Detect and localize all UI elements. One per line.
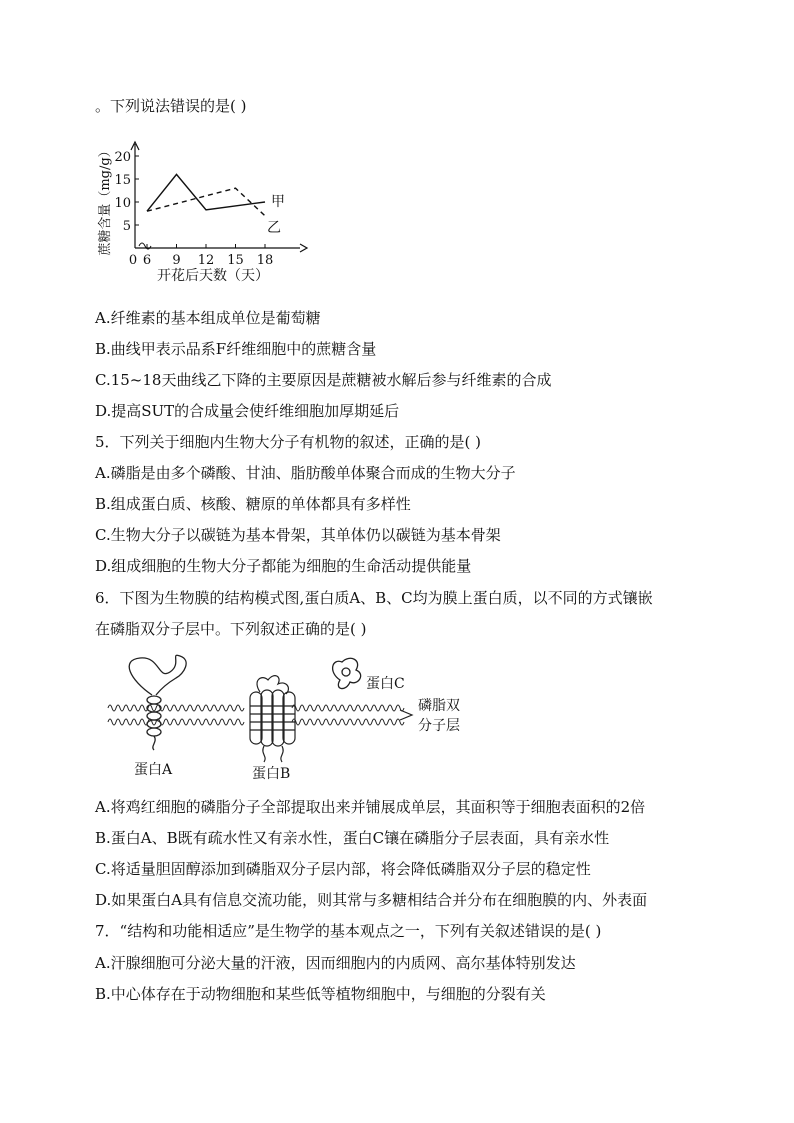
x-tick-label-0: 0 xyxy=(128,253,138,268)
q4-stem: 。下列说法错误的是( ) xyxy=(95,97,247,115)
q4-option-c: C.15~18天曲线乙下降的主要原因是蔗糖被水解后参与纤维素的合成 xyxy=(95,371,552,389)
q5-option-c: C.生物大分子以碳链为基本骨架，其单体仍以碳链为基本骨架 xyxy=(95,526,501,544)
bilayer-top-row-left xyxy=(108,705,244,711)
series-label-yi: 乙 xyxy=(267,219,281,236)
series-yi-line xyxy=(147,188,265,216)
x-tick-label-12: 12 xyxy=(197,253,215,268)
sucrose-chart xyxy=(95,138,310,283)
q5-option-b: B.组成蛋白质、核酸、糖原的单体都具有多样性 xyxy=(95,495,411,513)
x-axis-label: 开花后天数（天） xyxy=(157,268,269,283)
x-axis-arrow xyxy=(300,244,307,252)
q6-option-b: B.蛋白A、B既有疏水性又有亲水性，蛋白C镶在磷脂分子层表面，具有亲水性 xyxy=(95,829,610,847)
label-bilayer-line-1: 磷脂双 xyxy=(418,698,460,714)
q6-option-c: C.将适量胆固醇添加到磷脂双分子层内部，将会降低磷脂双分子层的稳定性 xyxy=(95,860,591,878)
protein-b xyxy=(250,676,295,762)
x-tick-label-6: 6 xyxy=(142,253,152,268)
q5-option-a: A.磷脂是由多个磷酸、甘油、脂肪酸单体聚合而成的生物大分子 xyxy=(95,464,516,482)
label-protein-b: 蛋白B xyxy=(252,766,291,782)
y-tick-label-5: 5 xyxy=(122,219,131,234)
q6-stem-line-1: 6．下图为生物膜的结构模式图,蛋白质A、B、C均为膜上蛋白质，以不同的方式镶嵌 xyxy=(95,589,653,607)
q6-stem-line-2: 在磷脂双分子层中。下列叙述正确的是( ) xyxy=(95,620,367,638)
series-label-jia: 甲 xyxy=(271,194,285,210)
bilayer-pointer-arrow xyxy=(400,710,412,720)
bilayer-top-row-right xyxy=(292,705,404,711)
q7-stem: 7．“结构和功能相适应”是生物学的基本观点之一，下列有关叙述错误的是( ) xyxy=(95,922,602,940)
x-tick-label-18: 18 xyxy=(256,253,274,268)
x-tick-label-9: 9 xyxy=(172,253,181,268)
x-tick-label-15: 15 xyxy=(227,253,244,268)
q4-option-d: D.提高SUT的合成量会使纤维细胞加厚期延后 xyxy=(95,402,400,420)
q6-option-a: A.将鸡红细胞的磷脂分子全部提取出来并铺展成单层，其面积等于细胞表面积的2倍 xyxy=(95,798,646,816)
label-protein-a: 蛋白A xyxy=(134,762,173,778)
y-axis-label: 蔗糖含量（mg/g） xyxy=(98,144,113,256)
q7-option-a: A.汗腺细胞可分泌大量的汗液，因而细胞内的内质网、高尔基体特别发达 xyxy=(95,954,576,972)
y-tick-label-15: 15 xyxy=(114,173,131,188)
q6-option-d: D.如果蛋白A具有信息交流功能，则其常与多糖相结合并分布在细胞膜的内、外表面 xyxy=(95,891,648,909)
q5-stem: 5．下列关于细胞内生物大分子有机物的叙述，正确的是( ) xyxy=(95,433,482,451)
bilayer-bottom-row-right xyxy=(292,719,404,725)
series-jia-line xyxy=(147,174,265,211)
label-protein-c: 蛋白C xyxy=(366,676,405,692)
membrane-diagram xyxy=(100,650,480,785)
q5-option-d: D.组成细胞的生物大分子都能为细胞的生命活动提供能量 xyxy=(95,557,472,575)
label-bilayer-line-2: 分子层 xyxy=(418,718,460,734)
y-tick-label-10: 10 xyxy=(114,196,131,211)
protein-c xyxy=(333,658,361,688)
q4-option-a: A.纤维素的基本组成单位是葡萄糖 xyxy=(95,309,321,327)
y-tick-label-20: 20 xyxy=(114,150,131,165)
protein-a xyxy=(129,655,186,750)
bilayer-bottom-row-left xyxy=(108,719,244,725)
q4-option-b: B.曲线甲表示品系F纤维细胞中的蔗糖含量 xyxy=(95,340,377,358)
q7-option-b: B.中心体存在于动物细胞和某些低等植物细胞中，与细胞的分裂有关 xyxy=(95,985,546,1003)
